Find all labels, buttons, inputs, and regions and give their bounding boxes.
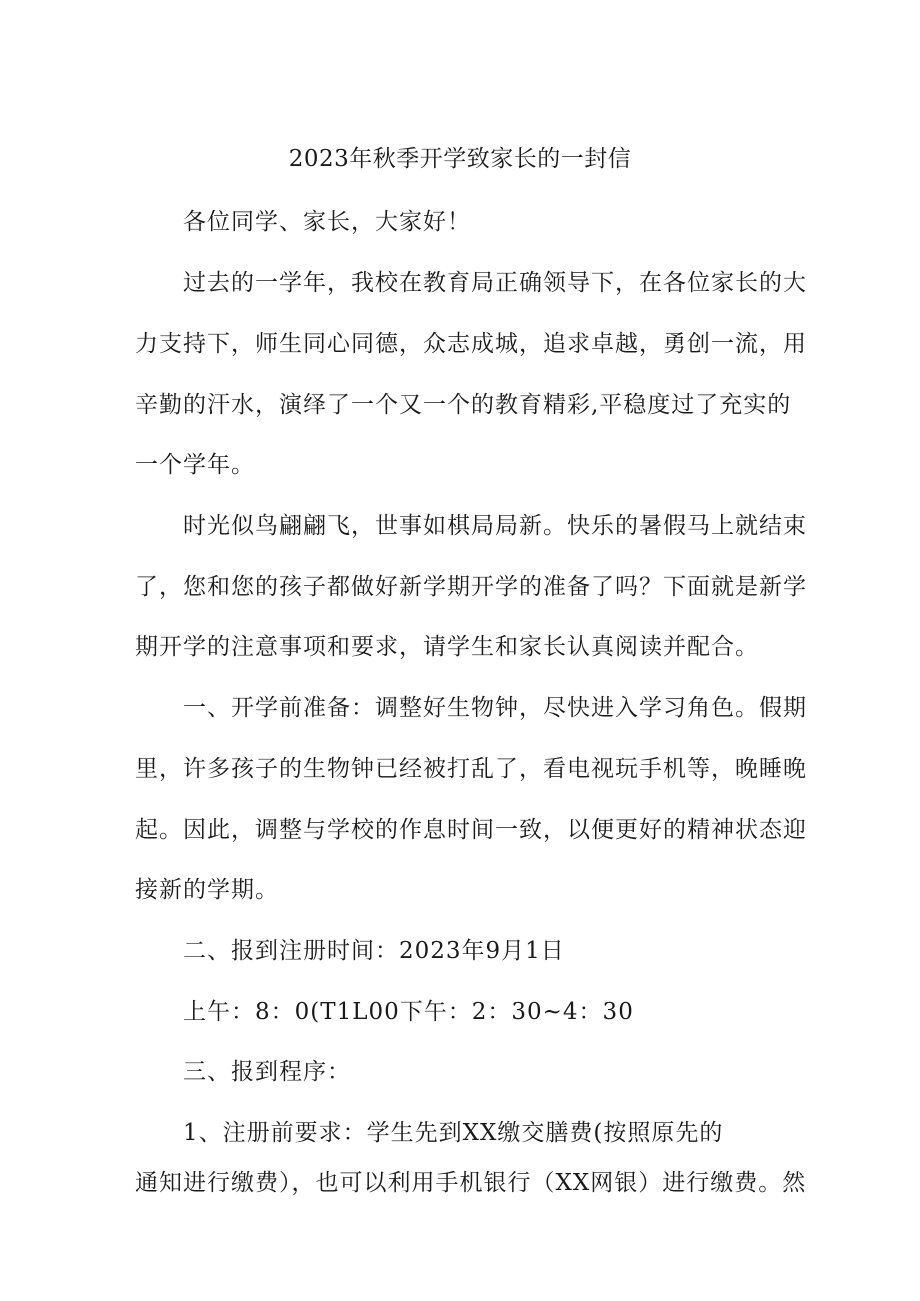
letter-title: 2023年秋季开学致家长的一封信 [288,146,632,172]
section-2-schedule: 上午：8：0(T1L00下午：2：30~4：30 [183,999,634,1025]
paragraph-2-line-3: 期开学的注意事项和要求，请学生和家长认真阅读并配合。 [135,634,759,660]
section-1-line-2: 里，许多孩子的生物钟已经被打乱了，看电视玩手机等，晚睡晚 [135,756,807,782]
paragraph-1-line-4: 一个学年。 [135,452,255,478]
paragraph-1-line-1: 过去的一学年，我校在教育局正确领导下，在各位家长的大 [183,270,807,296]
greeting-line: 各位同学、家长，大家好！ [183,209,471,235]
section-3-item-1-line-2: 通知进行缴费），也可以利用手机银行（XX网银）进行缴费。然 [135,1170,807,1196]
section-1-line-4: 接新的学期。 [135,877,279,903]
section-2-heading: 二、报到注册时间：2023年9月1日 [183,938,565,964]
section-3-item-1-line-1: 1、注册前要求：学生先到XX缴交膳费(按照原先的 [183,1120,724,1146]
paragraph-2-line-2: 了，您和您的孩子都做好新学期开学的准备了吗？下面就是新学 [135,574,807,600]
section-3-heading: 三、报到程序： [183,1059,351,1085]
paragraph-1-line-2: 力支持下，师生同心同德，众志成城，追求卓越，勇创一流，用 [135,331,807,357]
paragraph-2-line-1: 时光似鸟翩翩飞，世事如棋局局新。快乐的暑假马上就结束 [183,513,807,539]
section-1-line-1: 一、开学前准备：调整好生物钟，尽快进入学习角色。假期 [183,695,807,721]
section-1-line-3: 起。因此，调整与学校的作息时间一致，以便更好的精神状态迎 [135,817,807,843]
paragraph-1-line-3: 辛勤的汗水，演绎了一个又一个的教育精彩,平稳度过了充实的 [135,392,792,418]
